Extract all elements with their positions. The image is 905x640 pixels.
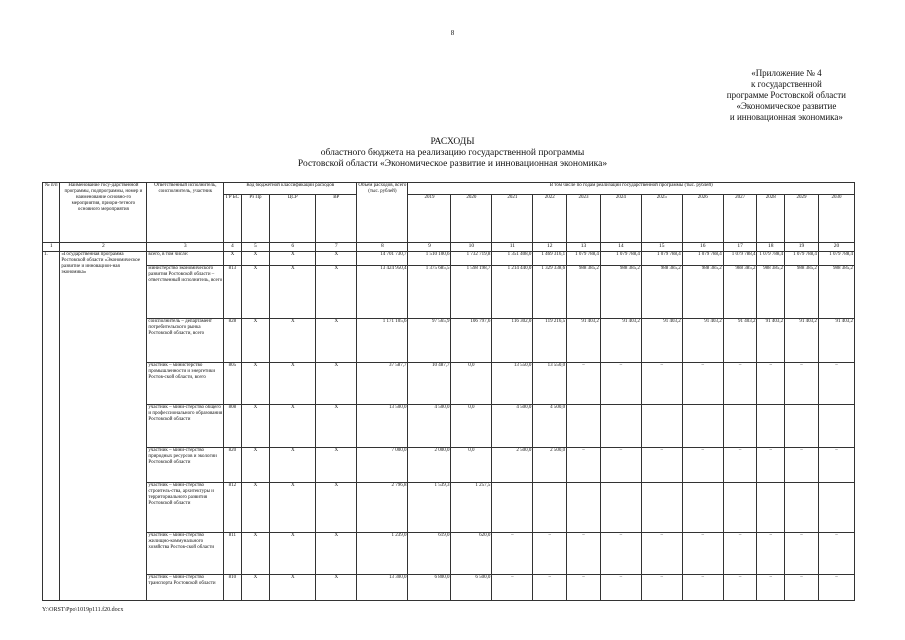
year-cell: 988 385,2 [567,266,601,319]
header-year: 2024 [600,195,641,243]
table-row [43,448,855,483]
colnum: 5 [241,243,270,252]
year-cell: 1 257,5 [451,483,492,533]
appendix-line: программе Ростовской области [726,90,846,100]
year-cell: – [533,575,567,601]
vr-cell: Х [316,319,357,363]
csr-cell: Х [270,319,316,363]
year-cell: 1 375 685,5 [408,266,451,319]
vr-cell: Х [316,363,357,405]
year-cell: 0,0 [451,448,492,483]
csr-cell: Х [270,483,316,533]
table-row [43,483,855,533]
year-cell: 13 550,0 [492,363,533,405]
rzpr-cell: Х [241,448,270,483]
year-cell: 988 385,2 [757,266,785,319]
header-year: 2023 [567,195,601,243]
year-cell: – [757,363,785,405]
colnum: 11 [492,243,533,252]
year-cell: 988 385,2 [785,266,819,319]
year-cell: 0,0 [451,363,492,405]
colnum: 20 [818,243,854,252]
year-cell: 1 329 338,6 [533,266,567,319]
year-cell: 10 487,7 [408,363,451,405]
year-cell: 1 539,3 [408,483,451,533]
total-cell: 37 587,7 [357,363,408,405]
total-cell: 13 424 950,4 [357,266,408,319]
executor-cell: участник – мини-стерство транспорта Ростовской области [147,575,224,601]
rzpr-cell: Х [241,483,270,533]
header-name: Наименование госу-дарственной программы, подпрограммы, номер и наименование основно-го мероприятия, приори-тетного основного мероприятия [60,183,147,243]
total-cell: 13 300,0 [357,575,408,601]
total-cell: 13 500,0 [357,405,408,448]
year-cell: 91 403,2 [723,319,757,363]
year-cell: – [723,575,757,601]
year-cell: 91 403,2 [682,319,723,363]
vr-cell: Х [316,405,357,448]
grbs-cell: 810 [224,575,241,601]
vr-cell: Х [316,575,357,601]
year-cell: 91 403,2 [785,319,819,363]
header-year: 2030 [818,195,854,243]
colnum: 10 [451,243,492,252]
year-cell: 1 079 788,4 [757,252,785,266]
table-row [43,266,855,319]
executor-cell: участник – мини-стерство природных ресурсов и экологии Ростовской области [147,448,224,483]
table-row [43,405,855,448]
program-name: «Государственная программа Ростовской области «Экономическое развитие и инновацион-ная экономика» [60,252,147,601]
year-cell [567,405,601,448]
header-year: 2026 [682,195,723,243]
year-cell: – [533,533,567,575]
year-cell [600,405,641,448]
csr-cell: Х [270,252,316,266]
year-cell [723,483,757,533]
year-cell: – [682,448,723,483]
colnum: 7 [316,243,357,252]
year-cell [723,405,757,448]
year-cell: – [785,363,819,405]
year-cell: 2 500,0 [492,448,533,483]
rzpr-cell: Х [241,252,270,266]
year-cell: – [492,533,533,575]
year-cell [641,405,682,448]
grbs-cell: Х [224,252,241,266]
year-cell: – [757,533,785,575]
colnum: 2 [60,243,147,252]
executor-cell: всего, в том числе: [147,252,224,266]
header-code: Код бюджетной классификации расходов [224,183,357,195]
year-cell: – [723,363,757,405]
row-number: 1. [43,252,60,601]
year-cell: – [785,575,819,601]
grbs-cell: 820 [224,448,241,483]
year-cell: 97 565,9 [408,319,451,363]
colnum: 3 [147,243,224,252]
year-cell: 1 079 788,4 [567,252,601,266]
year-cell: – [567,575,601,601]
executor-cell: участник – мини-стерство жилищно-коммунального хозяйства Ростов-ской области [147,533,224,575]
grbs-cell: 805 [224,363,241,405]
total-cell: 7 000,0 [357,448,408,483]
year-cell: 1 079 788,4 [641,252,682,266]
year-cell: – [818,363,854,405]
header-rzpr: Рз Пр [241,195,270,243]
colnum: 16 [682,243,723,252]
year-cell: 1 510 100,6 [408,252,451,266]
year-cell: – [641,448,682,483]
grbs-cell: 828 [224,319,241,363]
header-year: 2022 [533,195,567,243]
table-row [43,533,855,575]
year-cell: 988 385,2 [818,266,854,319]
csr-cell: Х [270,363,316,405]
table-row [43,319,855,363]
year-cell: 1 732 719,8 [451,252,492,266]
grbs-cell: 813 [224,266,241,319]
year-cell: 1 351 408,0 [492,252,533,266]
year-cell: 13 550,0 [533,363,567,405]
vr-cell: Х [316,252,357,266]
title-line: областного бюджета на реализацию государственной программы [320,148,585,158]
year-cell: 116 302,0 [492,319,533,363]
header-no: № п/п [43,183,60,243]
year-cell: 91 403,2 [567,319,601,363]
year-cell: 988 385,2 [600,266,641,319]
year-cell: – [682,363,723,405]
csr-cell: Х [270,448,316,483]
year-cell: – [785,448,819,483]
csr-cell: Х [270,266,316,319]
title-line: РАСХОДЫ [430,137,475,147]
header-row [43,183,855,195]
colnum: 12 [533,243,567,252]
year-cell: 91 403,2 [600,319,641,363]
year-cell [682,405,723,448]
year-cell: 2 000,0 [408,448,451,483]
year-cell: – [682,533,723,575]
colnum: 18 [757,243,785,252]
year-cell: 1 079 788,4 [682,252,723,266]
year-cell: 620,0 [451,533,492,575]
header-year: 2027 [723,195,757,243]
colnum: 6 [270,243,316,252]
column-numbers-row [43,243,855,252]
year-cell: 91 403,2 [757,319,785,363]
year-cell [492,483,533,533]
year-cell: – [723,533,757,575]
year-cell: – [600,533,641,575]
csr-cell: Х [270,575,316,601]
year-cell: 1 598 198,7 [451,266,492,319]
colnum: 4 [224,243,241,252]
header-years-title: В том числе по годам реализации государственной программы (тыс. рублей) [408,183,855,195]
executor-cell: участник – мини-стерство строитель-ства, архитектуры и территориального развития Ростовской области [147,483,224,533]
total-cell: 14 701 730,7 [357,252,408,266]
year-cell: 2 500,0 [533,448,567,483]
year-cell: 988 385,2 [641,266,682,319]
page-number: 8 [450,29,455,37]
file-path-footer: Y:\ORST\Ppo\1019p111.f20.docx [42,607,124,613]
year-cell: – [818,575,854,601]
year-cell: – [567,533,601,575]
table-row [43,575,855,601]
appendix-line: к государственной [751,79,822,89]
header-vr: ВР [316,195,357,243]
colnum: 15 [641,243,682,252]
header-year: 2021 [492,195,533,243]
year-cell: 1 079 788,4 [785,252,819,266]
expenses-table [42,182,855,601]
total-cell: 1 171 105,6 [357,319,408,363]
year-cell: – [567,448,601,483]
year-cell [757,405,785,448]
year-cell: – [785,533,819,575]
csr-cell: Х [270,405,316,448]
appendix-block [727,68,846,123]
appendix-line: «Экономическое развитие [736,101,837,111]
year-cell [785,483,819,533]
header-year: 2020 [451,195,492,243]
year-cell [757,483,785,533]
rzpr-cell: Х [241,363,270,405]
year-cell: – [600,448,641,483]
year-cell: 106 797,6 [451,319,492,363]
year-cell: 1 214 440,0 [492,266,533,319]
year-cell: 619,0 [408,533,451,575]
vr-cell: Х [316,483,357,533]
header-year: 2025 [641,195,682,243]
rzpr-cell: Х [241,533,270,575]
table-row [43,252,855,266]
grbs-cell: 811 [224,533,241,575]
year-cell: – [492,575,533,601]
year-cell: – [818,448,854,483]
year-cell: 119 216,5 [533,319,567,363]
year-cell: 4 500,0 [408,405,451,448]
year-cell [818,405,854,448]
csr-cell: Х [270,533,316,575]
rzpr-cell: Х [241,266,270,319]
header-year: 2019 [408,195,451,243]
year-cell: 1 469 316,1 [533,252,567,266]
header-grbs: ГР БС [224,195,241,243]
year-cell: 91 403,2 [641,319,682,363]
rzpr-cell: Х [241,575,270,601]
year-cell: 4 500,0 [533,405,567,448]
year-cell: – [757,448,785,483]
year-cell: – [641,533,682,575]
year-cell: 4 500,0 [492,405,533,448]
colnum: 19 [785,243,819,252]
year-cell [533,483,567,533]
executor-cell: соисполнитель – департамент потребительского рынка Ростовской области, всего [147,319,224,363]
rzpr-cell: Х [241,319,270,363]
year-cell: – [567,363,601,405]
year-cell: 1 079 788,4 [818,252,854,266]
grbs-cell: 812 [224,483,241,533]
year-cell: – [723,448,757,483]
colnum: 14 [600,243,641,252]
appendix-line: и инновационная экономика» [729,112,843,122]
title-line: Ростовской области «Экономическое развитие и инновационная экономика» [297,159,608,169]
colnum: 17 [723,243,757,252]
header-year: 2028 [757,195,785,243]
year-cell [682,483,723,533]
year-cell [785,405,819,448]
year-cell [641,483,682,533]
year-cell: – [641,575,682,601]
executor-cell: министерство экономического развития Ростовской области – ответственный исполнитель, всего [147,266,224,319]
year-cell: – [600,363,641,405]
year-cell [567,483,601,533]
year-cell: 6 500,0 [451,575,492,601]
year-cell: – [682,575,723,601]
year-cell: – [818,533,854,575]
year-cell: 988 385,2 [723,266,757,319]
header-total: Объем расходов, всего (тыс. рублей) [357,183,408,243]
year-cell: – [757,575,785,601]
vr-cell: Х [316,533,357,575]
year-cell: 1 079 788,4 [600,252,641,266]
header-csr: ЦСР [270,195,316,243]
year-cell: 0,0 [451,405,492,448]
year-cell [600,483,641,533]
rzpr-cell: Х [241,405,270,448]
executor-cell: участник – мини-стерство общего и профессионального образования Ростовской области [147,405,224,448]
header-executor: Ответственный исполнитель, соисполнитель, участник [147,183,224,243]
grbs-cell: 808 [224,405,241,448]
year-cell: 6 800,0 [408,575,451,601]
year-cell: 1 079 788,4 [723,252,757,266]
colnum: 9 [408,243,451,252]
year-cell: – [641,363,682,405]
appendix-line: «Приложение № 4 [751,68,822,78]
executor-cell: участник – министерство промышленности и энергетики Ростов-ской области, всего [147,363,224,405]
year-cell: – [600,575,641,601]
colnum: 8 [357,243,408,252]
vr-cell: Х [316,266,357,319]
document-title [0,137,905,170]
year-cell [818,483,854,533]
total-cell: 2 796,8 [357,483,408,533]
header-year: 2029 [785,195,819,243]
vr-cell: Х [316,448,357,483]
colnum: 13 [567,243,601,252]
total-cell: 1 239,0 [357,533,408,575]
colnum: 1 [43,243,60,252]
table-row [43,363,855,405]
year-cell: 988 385,2 [682,266,723,319]
year-cell: 91 403,2 [818,319,854,363]
